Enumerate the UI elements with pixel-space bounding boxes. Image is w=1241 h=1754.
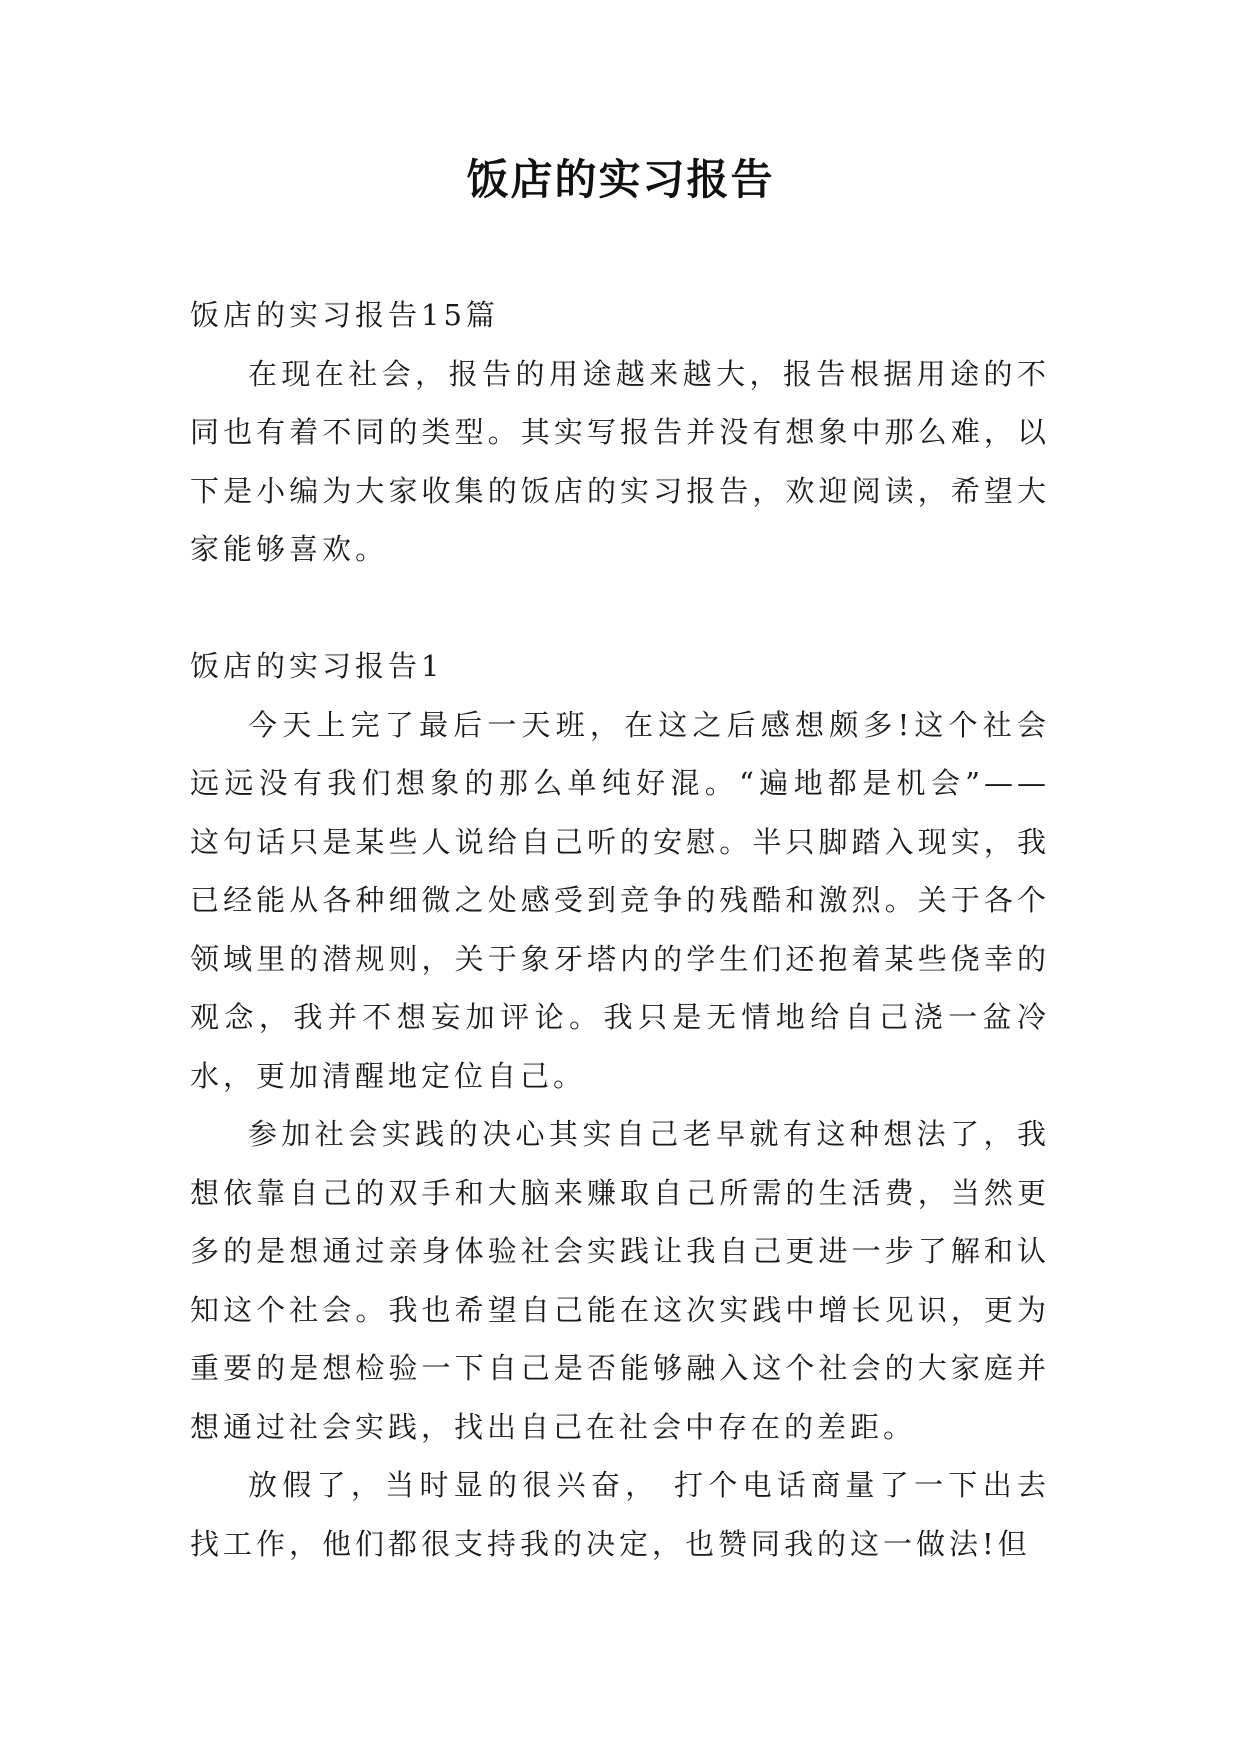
document-body — [190, 286, 1050, 1573]
section1-paragraph-3: 放假了，当时显的很兴奋， 打个电话商量了一下出去找工作，他们都很支持我的决定，也赞同我的这一做法!但 — [190, 1468, 1050, 1561]
intro-heading: 饭店的实习报告15篇 — [190, 298, 499, 332]
section1-paragraph-2: 参加社会实践的决心其实自己老早就有这种想法了，我想依靠自己的双手和大脑来赚取自己所需的生活费，当然更多的是想通过亲身体验社会实践让我自己更进一步了解和认知这个社会。我也希望自己能在这次实践中增长见识，更为重要的是想检验一下自己是否能够融入这个社会的大家庭并想通过社会实践，找出自己在社会中存在的差距。 — [190, 1117, 1050, 1444]
intro-paragraph: 在现在社会，报告的用途越来越大，报告根据用途的不同也有着不同的类型。其实写报告并没有想象中那么难，以下是小编为大家收集的饭店的实习报告，欢迎阅读，希望大家能够喜欢。 — [190, 356, 1050, 566]
section1-heading: 饭店的实习报告1 — [190, 649, 444, 683]
section1-paragraph-1: 今天上完了最后一天班，在这之后感想颇多!这个社会远远没有我们想象的那么单纯好混。“遍地都是机会”——这句话只是某些人说给自己听的安慰。半只脚踏入现实，我已经能从各种细微之处感受到竞争的残酷和激烈。关于各个领域里的潜规则，关于象牙塔内的学生们还抱着某些侥幸的观念，我并不想妄加评论。我只是无情地给自己浇一盆冷水，更加清醒地定位自己。 — [190, 707, 1050, 1093]
section-spacer — [190, 579, 1050, 638]
document-title: 饭店的实习报告 — [466, 155, 775, 204]
